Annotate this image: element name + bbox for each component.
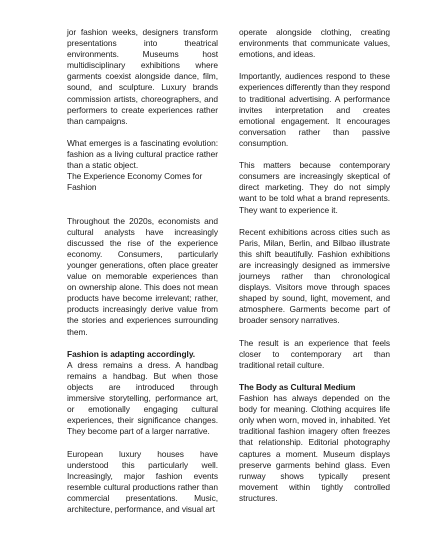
- section-title: The Experience Economy Comes for Fashion: [67, 171, 203, 193]
- paragraph: jor fashion weeks, designers transform presentations into theatrical environments. Museums host multidisciplinary exhibitions where garments coexist alongside dance, film, sound, and sculpture. Luxury brands commission artists, choreographers, and performers to create experiences rather than campaigns.: [67, 27, 218, 126]
- paragraph: Recent exhibitions across cities such as Paris, Milan, Berlin, and Bilbao illustrate this shift beautifully. Fashion exhibitions are increasingly designed as immersive journeys rather than chronological displays. Visitors move through spaces shaped by sound, light, movement, and atmosphere. Garments become part of broader sensory narratives.: [239, 226, 390, 326]
- paragraph: What emerges is a fascinating evolution: fashion as a living cultural practice rather than a static object.: [67, 137, 218, 171]
- paragraph: Importantly, audiences respond to these experiences differently than they respond to traditional advertising. A performance invites interpretation and creates emotional engagement. It encourages conversation rather than passive consumption.: [239, 71, 390, 148]
- subheading: Fashion is adapting accordingly.: [67, 348, 196, 359]
- paragraph: operate alongside clothing, creating environments that communicate values, emotions, and ideas.: [239, 27, 390, 60]
- paragraph: This matters because contemporary consumers are increasingly skeptical of direct marketing. They do not simply want to be told what a brand represents. They want to experience it.: [239, 160, 390, 215]
- paragraph: Throughout the 2020s, economists and cultural analysts have increasingly discussed the rise of the experience economy. Consumers, particularly younger generations, often place greater value on memorable experiences than on ownership alone. This does not mean products have become irrelevant; rather, products increasingly derive value from the stories and experiences surrounding them.: [67, 215, 218, 337]
- section-heading: The Body as Cultural Medium: [239, 382, 356, 392]
- paragraph: Fashion has always depended on the body for meaning. Clothing acquires life only when worn, moved in, inhabited. Yet traditional fashion imagery often freezes that relationship. Editorial photography captures a moment. Museum displays preserve garments behind glass. Even runway shows typically present movement within tightly controlled structures.: [239, 393, 390, 503]
- paragraph: A dress remains a dress. A handbag remains a handbag. But when those objects are introduced through immersive storytelling, performance art, or emotionally engaging cultural experiences, their significance changes. They become part of a larger narrative.: [67, 359, 218, 437]
- paragraph: European luxury houses have understood this particularly well. Increasingly, major fashion events resemble cultural productions rather than commercial presentations. Music, architecture, performance, and visual art: [67, 448, 218, 515]
- paragraph: The result is an experience that feels closer to contemporary art than traditional retail culture.: [239, 337, 390, 370]
- spacer: [67, 205, 218, 216]
- right-column: [239, 27, 390, 504]
- left-column: [67, 27, 218, 515]
